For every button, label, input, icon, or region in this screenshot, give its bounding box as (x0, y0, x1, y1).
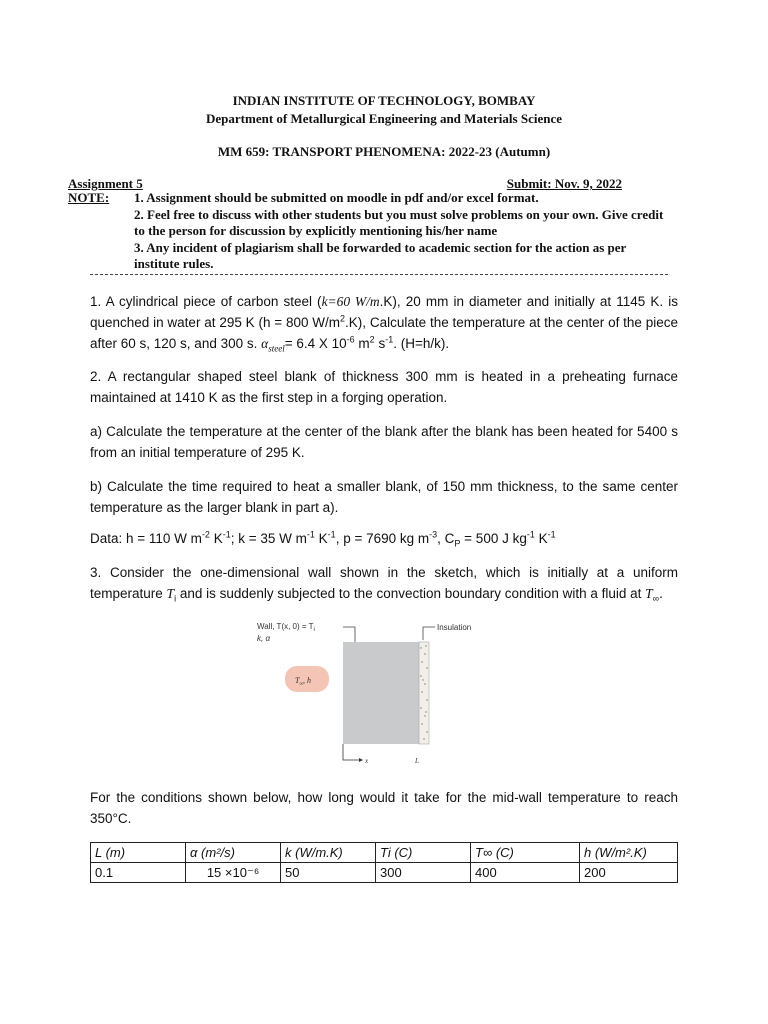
p1-text: 1. A cylindrical piece of carbon steel ( (90, 294, 322, 309)
institute-title: INDIAN INSTITUTE OF TECHNOLOGY, BOMBAY (232, 93, 536, 108)
p1-text: m (354, 336, 370, 351)
note-label: NOTE: (68, 190, 110, 205)
table-header-cell: α (m²/s) (186, 843, 281, 863)
dashed-divider (90, 274, 668, 275)
wall-pointer (343, 627, 355, 642)
x-axis-arrow (343, 744, 359, 760)
p1-text: .K), 20 mm in diameter and initially at 1145 K. is quenched in water at 295 K (h = 800 W/m (90, 294, 678, 330)
insulation-layer (419, 642, 429, 744)
p3-sub: ∞ (652, 593, 660, 604)
wall-body (343, 642, 419, 744)
p3-text: . (659, 586, 663, 601)
problem-3 (90, 562, 678, 604)
p1-text: s (374, 336, 386, 351)
p3-ti: T (166, 586, 175, 601)
table-cell: 400 (471, 863, 580, 883)
note-item: 2. Feel free to discuss with other students but you must solve problems on your own. Give credit to the person for discussion by explicitly mentioning his/her name (134, 206, 664, 238)
p3-tinf: T (645, 586, 653, 601)
wall-diagram (255, 618, 505, 768)
insulation-label: Insulation (437, 623, 472, 632)
conditions-table (90, 842, 678, 883)
p1-alpha: α (261, 336, 269, 351)
L-label: L (415, 757, 419, 765)
note-item: 1. Assignment should be submitted on moodle in pdf and/or excel format. (134, 190, 539, 205)
x-label: x (365, 757, 369, 765)
conditions-text: For the conditions shown below, how long would it take for the mid-wall temperature to reach 350°C. (90, 790, 678, 826)
x-arrowhead (359, 758, 363, 762)
department-title: Department of Metallurgical Engineering and Materials Science (206, 111, 562, 126)
table-cell: 300 (376, 863, 471, 883)
p1-text: = 6.4 X 10 (284, 336, 347, 351)
problem-2a: a) Calculate the temperature at the center of the blank after the blank has been heated for 5400 s from an initial temperature of 295 K. (90, 424, 678, 460)
table-cell: 15 ×10⁻⁶ (186, 863, 281, 883)
problem-2-data: Data: h = 110 W $m^{-2}$ $K^{-1}$; k = 35 W $m^{-1}$ $K^{-1}$, p = 7690 kg $m^{-3}$, $C_P = 500$ J $kg^{-1}$ $K^{-1}$ (90, 529, 556, 549)
problem-1: 1. A cylindrical piece of carbon steel (k=60 W/m.K), 20 mm in diameter and initially at 1145 K. is quenched in water at 295 K (h = 800 $W/m^2.K$), Calculate the temperature at the center of the piece after 60 s, 120 s, and 300 s. $\alpha_{steel}= 6.4$ X $10^{-6}$ $m^2$ $s^{-1}$. (H=h/k). (90, 294, 678, 354)
data-text: Data: h = 110 W m (90, 531, 202, 546)
table-cell: 0.1 (91, 863, 186, 883)
k-alpha-label: k, α (257, 634, 271, 643)
data-text: K (314, 531, 328, 546)
table-header-cell: L (m) (91, 843, 186, 863)
p3-sub: i (174, 593, 177, 604)
p3-text: 3. Consider the one-dimensional wall shown in the sketch, which is initially at a uniform temperature (90, 565, 678, 601)
fluid-label: $T_\infty$, h (295, 676, 312, 687)
table-header-cell: k (W/m.K) (281, 843, 376, 863)
problem-2b: b) Calculate the time required to heat a smaller blank, of 150 mm thickness, to the same center temperature as the larger blank in part a). (90, 479, 678, 515)
data-sub: P (454, 538, 461, 549)
problem-2: 2. A rectangular shaped steel blank of thickness 300 mm is heated in a preheating furnace maintained at 1410 K as the first step in a forging operation. (90, 369, 678, 405)
table-cell: 200 (580, 863, 678, 883)
data-text: = 500 J kg (460, 531, 527, 546)
submit-date: Submit: Nov. 9, 2022 (506, 176, 622, 191)
table-row (91, 863, 678, 883)
assignment-label: Assignment 5 (68, 176, 143, 191)
p1-steel: steel (268, 343, 285, 354)
data-text: , p = 7690 kg m (335, 531, 430, 546)
table-header-cell: Ti (C) (376, 843, 471, 863)
p1-text: . (H=h/k). (393, 336, 450, 351)
table-header-row (91, 843, 678, 863)
wall-label: Wall, T(x, $0) = T_i$ (257, 622, 315, 633)
table-cell: 50 (281, 863, 376, 883)
table-header-cell: T∞ (C) (471, 843, 580, 863)
data-text: K (209, 531, 223, 546)
note-list (134, 190, 674, 273)
data-text: ; k = 35 W m (230, 531, 307, 546)
p1-k: k=60 W/m (321, 294, 380, 309)
course-title: MM 659: TRANSPORT PHENOMENA: 2022-23 (Autumn) (217, 144, 551, 159)
data-text: K (534, 531, 548, 546)
p1-text: .K), Calculate the temperature at the center of the piece after 60 s, 120 s, and 300 s. (90, 315, 678, 351)
note-item: 3. Any incident of plagiarism shall be forwarded to academic section for the action as per institute rules. (134, 239, 627, 271)
p3-text: and is suddenly subjected to the convection boundary condition with a fluid at (176, 586, 646, 601)
insulation-pointer (423, 627, 435, 640)
data-text: , C (437, 531, 455, 546)
table-header-cell: h (W/m².K) (580, 843, 678, 863)
